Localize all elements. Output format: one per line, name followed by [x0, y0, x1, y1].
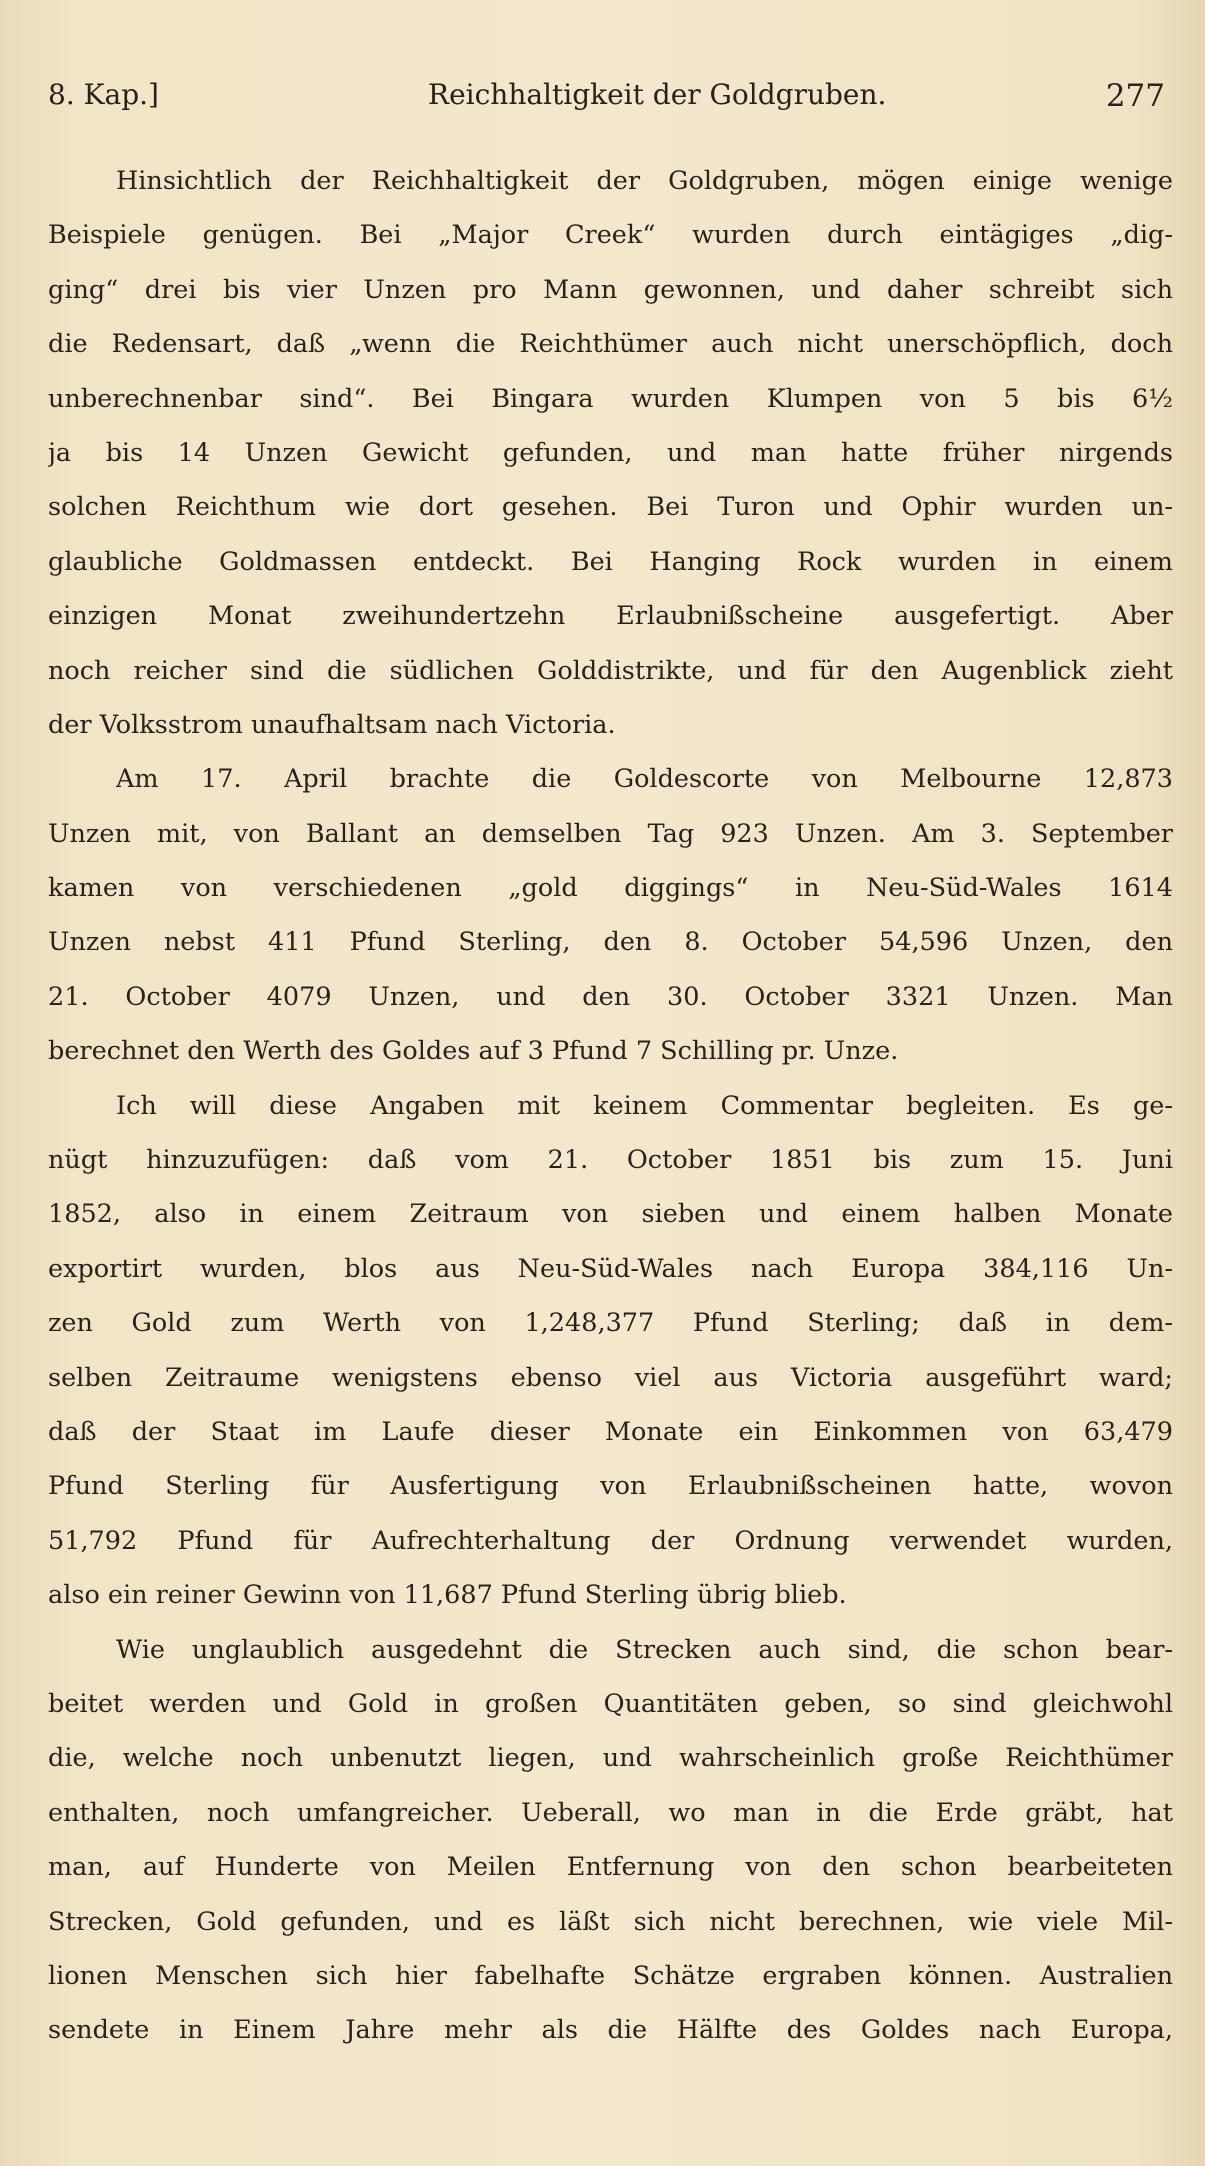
text-line: Hinsichtlich der Reichhaltigkeit der Goldgruben, mögen einige wenige: [116, 166, 1173, 196]
text-line: Strecken, Gold gefunden, und es läßt sich nicht berechnen, wie viele Mil-: [48, 1906, 1173, 1937]
text-line: Beispiele genügen. Bei „Major Creek“ wurden durch eintägiges „dig-: [48, 220, 1173, 251]
text-line: sendete in Einem Jahre mehr als die Hälfte des Goldes nach Europa,: [48, 2015, 1173, 2046]
text-line: die Redensart, daß „wenn die Reichthümer auch nicht unerschöpflich, doch: [48, 329, 1173, 360]
text-line: noch reicher sind die südlichen Golddistrikte, und für den Augenblick zieht: [48, 655, 1173, 686]
chapter-reference: 8. Kap.]: [48, 78, 159, 111]
text-line: exportirt wurden, blos aus Neu-Süd-Wales nach Europa 384,116 Un-: [48, 1253, 1173, 1284]
text-line: also ein reiner Gewinn von 11,687 Pfund Sterling übrig blieb.: [48, 1580, 847, 1611]
text-line: selben Zeitraume wenigstens ebenso viel aus Victoria ausgeführt ward;: [48, 1362, 1173, 1393]
text-line: Ich will diese Angaben mit keinem Commentar begleiten. Es ge-: [116, 1090, 1173, 1121]
text-line: zen Gold zum Werth von 1,248,377 Pfund Sterling; daß in dem-: [48, 1308, 1173, 1339]
text-line: man, auf Hunderte von Meilen Entfernung von den schon bearbeiteten: [48, 1852, 1173, 1883]
page-number: 277: [1105, 78, 1165, 114]
text-line: unberechnenbar sind“. Bei Bingara wurden Klumpen von 5 bis 6½: [48, 383, 1173, 414]
text-line: der Volksstrom unaufhaltsam nach Victoria.: [48, 709, 616, 740]
text-line: kamen von verschiedenen „gold diggings“ in Neu-Süd-Wales 1614: [48, 873, 1173, 904]
text-line: ging“ drei bis vier Unzen pro Mann gewonnen, und daher schreibt sich: [48, 274, 1173, 305]
text-line: einzigen Monat zweihundertzehn Erlaubnißscheine ausgefertigt. Aber: [48, 601, 1173, 632]
text-line: Unzen nebst 411 Pfund Sterling, den 8. October 54,596 Unzen, den: [48, 927, 1173, 958]
body-text: [48, 154, 1173, 2058]
text-line: nügt hinzuzufügen: daß vom 21. October 1851 bis zum 15. Juni: [48, 1145, 1173, 1176]
page-header: [48, 78, 1165, 124]
text-line: daß der Staat im Laufe dieser Monate ein Einkommen von 63,479: [48, 1416, 1173, 1447]
text-line: ja bis 14 Unzen Gewicht gefunden, und man hatte früher nirgends: [48, 437, 1173, 468]
text-line: Am 17. April brachte die Goldescorte von Melbourne 12,873: [116, 764, 1173, 795]
text-line: Unzen mit, von Ballant an demselben Tag 923 Unzen. Am 3. September: [48, 818, 1173, 849]
text-line: Pfund Sterling für Ausfertigung von Erlaubnißscheinen hatte, wovon: [48, 1471, 1173, 1502]
text-line: die, welche noch unbenutzt liegen, und wahrscheinlich große Reichthümer: [48, 1743, 1173, 1774]
text-line: glaubliche Goldmassen entdeckt. Bei Hanging Rock wurden in einem: [48, 546, 1173, 577]
text-line: berechnet den Werth des Goldes auf 3 Pfund 7 Schilling pr. Unze.: [48, 1036, 899, 1067]
running-title: Reichhaltigkeit der Goldgruben.: [428, 78, 887, 111]
text-line: 1852, also in einem Zeitraum von sieben und einem halben Monate: [48, 1199, 1173, 1230]
text-line: beitet werden und Gold in großen Quantitäten geben, so sind gleichwohl: [48, 1688, 1173, 1719]
text-line: lionen Menschen sich hier fabelhafte Schätze ergraben können. Australien: [48, 1960, 1173, 1991]
text-line: Wie unglaublich ausgedehnt die Strecken auch sind, die schon bear-: [116, 1634, 1173, 1665]
text-line: enthalten, noch umfangreicher. Ueberall, wo man in die Erde gräbt, hat: [48, 1797, 1173, 1828]
text-line: 51,792 Pfund für Aufrechterhaltung der Ordnung verwendet wurden,: [48, 1525, 1173, 1556]
text-line: solchen Reichthum wie dort gesehen. Bei Turon und Ophir wurden un-: [48, 492, 1173, 523]
text-line: 21. October 4079 Unzen, und den 30. October 3321 Unzen. Man: [48, 981, 1173, 1012]
